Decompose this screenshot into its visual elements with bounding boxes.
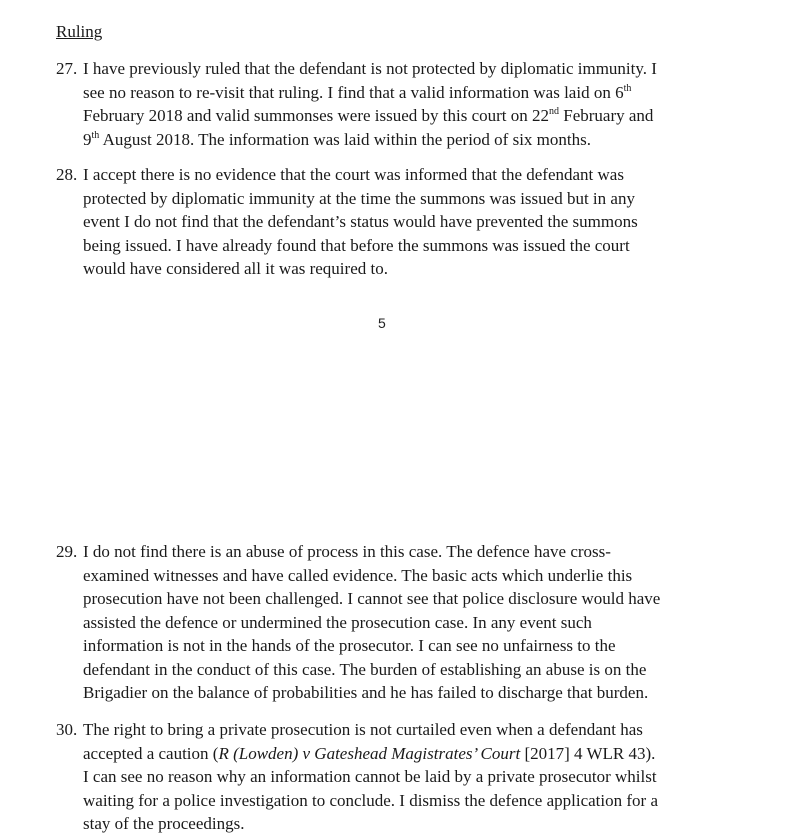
paragraph-line: assisted the defence or undermined the prosecution case. In any event such [83, 612, 592, 632]
paragraph-line: 9th August 2018. The information was laid within the period of six months. [83, 129, 591, 149]
paragraph-29 [56, 540, 756, 705]
paragraph-line: stay of the proceedings. [83, 814, 245, 833]
paragraph-line: waiting for a police investigation to conclude. I dismiss the defence application for a [83, 790, 658, 810]
paragraph-line: I accept there is no evidence that the court was informed that the defendant was [83, 165, 624, 184]
paragraph-line: being issued. I have already found that before the summons was issued the court [83, 235, 630, 255]
paragraph-27 [56, 57, 756, 151]
paragraph-line: examined witnesses and have called evidence. The basic acts which underlie this [83, 565, 633, 585]
page-number: 5 [378, 315, 386, 331]
paragraph-line: Brigadier on the balance of probabilities and he has failed to discharge that burden. [83, 683, 649, 702]
section-heading: Ruling [56, 22, 103, 41]
paragraph-line: February 2018 and valid summonses were issued by this court on 22nd February and [83, 106, 654, 125]
paragraph-line: protected by diplomatic immunity at the time the summons was issued but in any [83, 188, 635, 208]
paragraph-line: The right to bring a private prosecution is not curtailed even when a defendant has [83, 720, 643, 739]
paragraph-30 [56, 718, 756, 836]
paragraph-number: 27. [56, 59, 78, 78]
paragraph-line: I have previously ruled that the defendant is not protected by diplomatic immunity. I [83, 59, 657, 78]
paragraph-line: prosecution have not been challenged. I cannot see that police disclosure would have [83, 589, 661, 608]
paragraph-number: 30. [56, 720, 78, 739]
paragraph-number: 28. [56, 165, 78, 184]
case-citation: R (Lowden) v Gateshead Magistrates’ Court [218, 743, 521, 763]
paragraph-line: I do not find there is an abuse of process in this case. The defence have cross- [83, 542, 611, 561]
paragraph-line: see no reason to re-visit that ruling. I find that a valid information was laid on 6th [83, 82, 632, 102]
paragraph-line: event I do not find that the defendant’s status would have prevented the summons [83, 212, 638, 231]
paragraph-line: information is not in the hands of the prosecutor. I can see no unfairness to the [83, 636, 616, 655]
paragraph-line: accepted a caution (R (Lowden) v Gateshead Magistrates’ Court [2017] 4 WLR 43). [83, 743, 656, 763]
paragraph-28 [56, 163, 756, 281]
paragraph-line: defendant in the conduct of this case. The burden of establishing an abuse is on the [83, 659, 647, 679]
paragraph-line: would have considered all it was required to. [83, 259, 388, 278]
paragraph-number: 29. [56, 542, 78, 561]
paragraph-line: I can see no reason why an information cannot be laid by a private prosecutor whilst [83, 767, 657, 786]
